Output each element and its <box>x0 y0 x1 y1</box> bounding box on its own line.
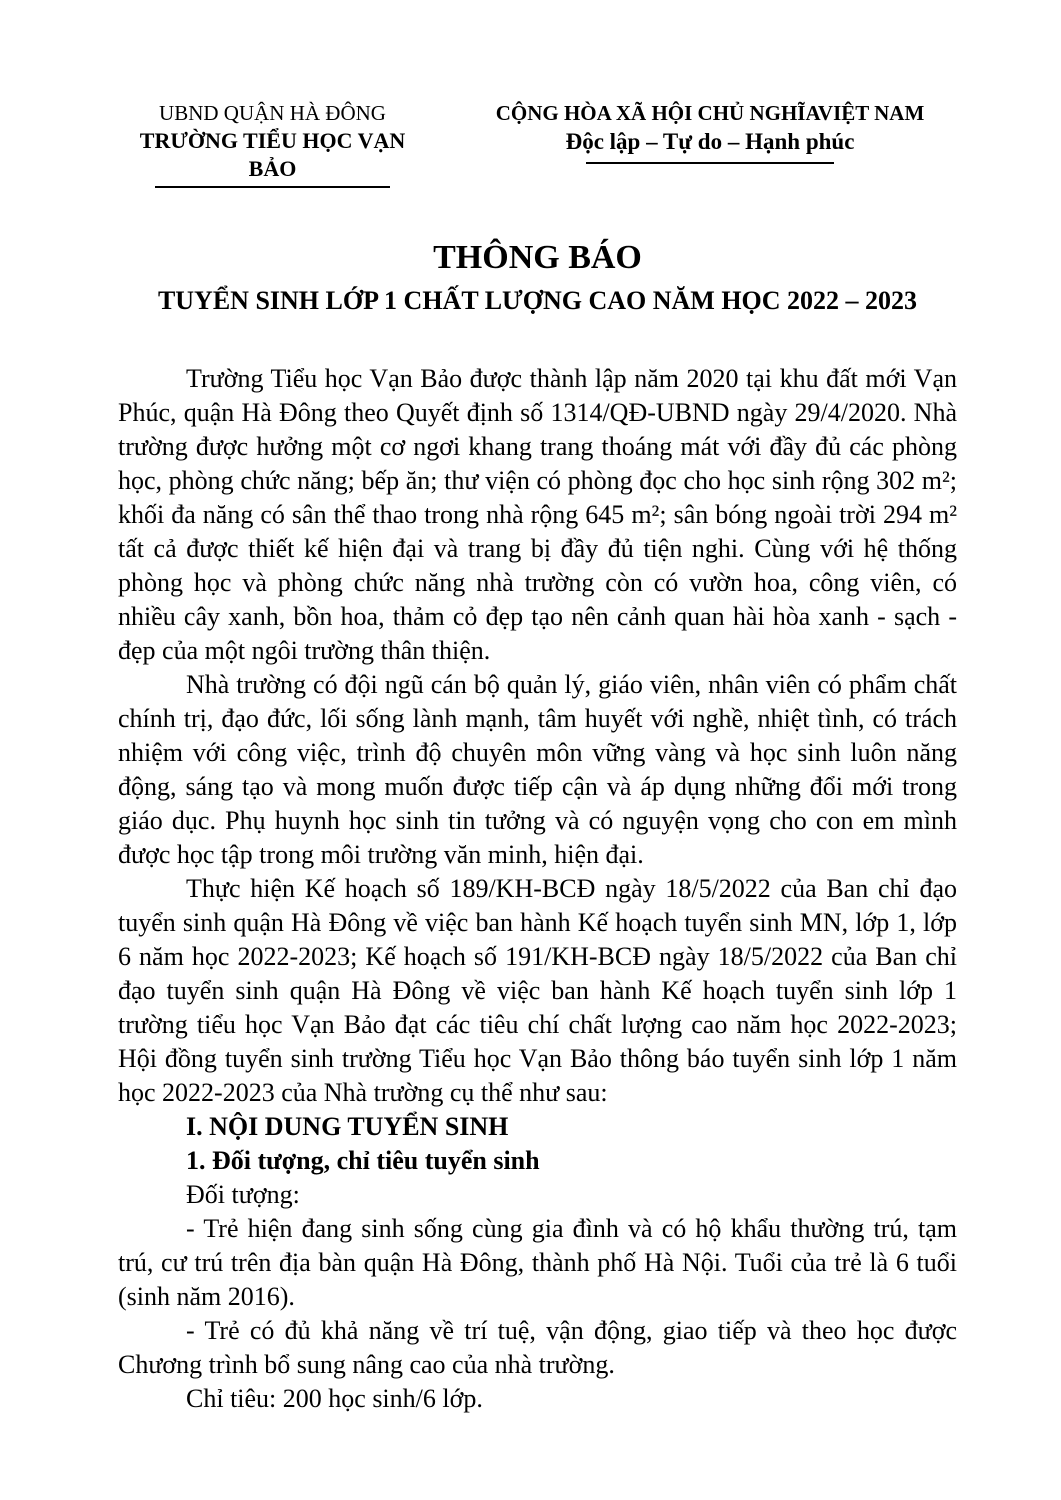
issuer-underline-rule <box>155 186 390 188</box>
list-item-ability-requirement: - Trẻ có đủ khả năng về trí tuệ, vận động, giao tiếp và theo học được Chương trình bổ sung nâng cao của nhà trường. <box>118 1316 957 1379</box>
paragraph-school-intro: Trường Tiểu học Vạn Bảo được thành lập năm 2020 tại khu đất mới Vạn Phúc, quận Hà Đông theo Quyết định số 1314/QĐ-UBND ngày 29/4/2020. Nhà trường được hưởng một cơ ngơi khang trang thoáng mát với đầy đủ các phòng học, phòng chức năng; bếp ăn; thư viện có phòng đọc cho học sinh rộng 302 m²; khối đa năng có sân thể thao trong nhà rộng 645 m²; sân bóng ngoài trời 294 m² tất cả được thiết kế hiện đại và trang bị đầy đủ tiện nghi. Cùng với hệ thống phòng học và phòng chức năng nhà trường còn có vườn hoa, công viên, có nhiều cây xanh, bồn hoa, thảm cỏ đẹp tạo nên cảnh quan hài hòa xanh - sạch - đẹp của một ngôi trường thân thiện. <box>118 364 957 665</box>
subsection-heading-target-quota: 1. Đối tượng, chỉ tiêu tuyển sinh <box>186 1146 540 1175</box>
national-motto: Độc lập – Tự do – Hạnh phúc <box>565 128 855 154</box>
title-block <box>118 238 957 317</box>
national-underline-rule <box>586 162 834 164</box>
issuer-school-name: TRƯỜNG TIỂU HỌC VẠN BẢO <box>139 127 406 182</box>
document-title: THÔNG BÁO <box>433 239 642 276</box>
document-subtitle: TUYỂN SINH LỚP 1 CHẤT LƯỢNG CAO NĂM HỌC 2022 – 2023 <box>157 285 918 315</box>
paragraph-target-label: Đối tượng: <box>186 1180 300 1209</box>
issuer-parent-org: UBND QUẬN HÀ ĐÔNG <box>159 101 386 125</box>
header-national-block <box>455 100 965 164</box>
section-heading-enrollment-content: I. NỘI DUNG TUYỂN SINH <box>186 1112 509 1141</box>
national-title: CỘNG HÒA XÃ HỘI CHỦ NGHĨAVIỆT NAM <box>495 101 925 125</box>
header-issuer-block <box>115 100 430 188</box>
paragraph-quota: Chỉ tiêu: 200 học sinh/6 lớp. <box>186 1384 483 1413</box>
list-item-residency-requirement: - Trẻ hiện đang sinh sống cùng gia đình và có hộ khẩu thường trú, tạm trú, cư trú trên địa bàn quận Hà Đông, thành phố Hà Nội. Tuổi của trẻ là 6 tuổi (sinh năm 2016). <box>118 1214 957 1311</box>
document-body <box>118 362 957 1416</box>
paragraph-legal-basis: Thực hiện Kế hoạch số 189/KH-BCĐ ngày 18/5/2022 của Ban chỉ đạo tuyển sinh quận Hà Đông về việc ban hành Kế hoạch tuyển sinh MN, lớp 1, lớp 6 năm học 2022-2023; Kế hoạch số 191/KH-BCĐ ngày 18/5/2022 của Ban chỉ đạo tuyển sinh quận Hà Đông về việc ban hành Kế hoạch tuyển sinh lớp 1 trường tiểu học Vạn Bảo đạt các tiêu chí chất lượng cao năm học 2022-2023; Hội đồng tuyển sinh trường Tiểu học Vạn Bảo thông báo tuyển sinh lớp 1 năm học 2022-2023 của Nhà trường cụ thể như sau: <box>118 874 957 1107</box>
paragraph-staff-quality: Nhà trường có đội ngũ cán bộ quản lý, giáo viên, nhân viên có phẩm chất chính trị, đạo đức, lối sống lành mạnh, tâm huyết với nghề, nhiệt tình, có trách nhiệm với công việc, trình độ chuyên môn vững vàng và học sinh luôn năng động, sáng tạo và mong muốn được tiếp cận và áp dụng những đổi mới trong giáo dục. Phụ huynh học sinh tin tưởng và có nguyện vọng cho con em mình được học tập trong môi trường văn minh, hiện đại. <box>118 670 957 869</box>
